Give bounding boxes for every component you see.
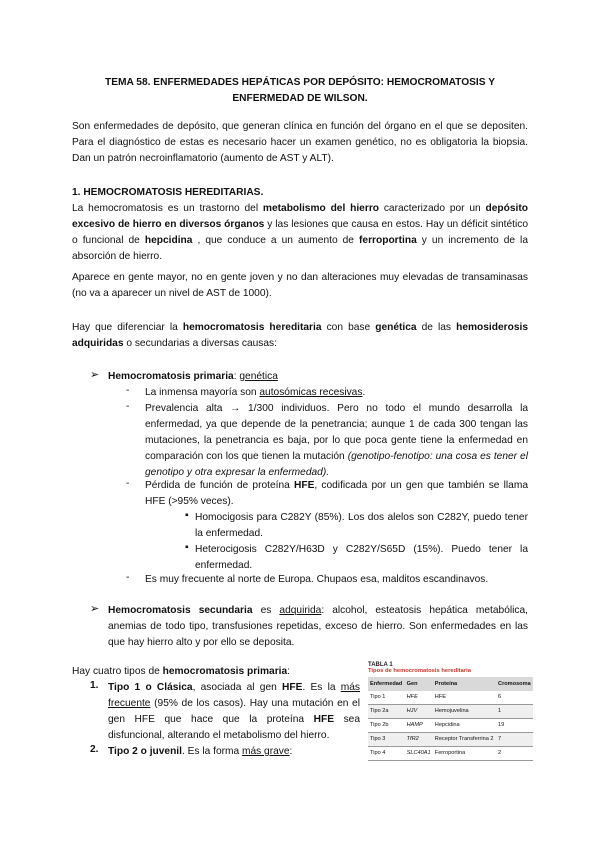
primaria-item-3: Pérdida de función de proteína HFE, codificada por un gen que también se llama HFE (>95% veces). — [145, 480, 528, 508]
table-caption: TABLA 1 — [368, 662, 393, 668]
table-cell: Hepcidina — [433, 719, 496, 733]
table-subtitle: Tipos de hemocromatosis hereditaria — [368, 668, 471, 674]
dash-bullet-icon: - — [126, 385, 130, 396]
primaria-subitem-2: Heterocigosis C282Y/H63D y C282Y/S65D (15%). Puedo tener la enfermedad. — [195, 544, 528, 572]
section-paragraph-1: La hemocromatosis es un trastorno del metabolismo del hierro caracterizado por un depósito excesivo de hierro en diversos órganos y las lesiones que causa en estos. Hay un déficit sintético o funcional de hepcidina , que conduce a un aumento de ferroportina y un incremento de la absorción de hierro. — [72, 203, 528, 263]
list-number-2: 2. — [90, 744, 99, 755]
table-cell: 2 — [496, 747, 533, 761]
table-grid — [368, 677, 533, 761]
tipo-2-paragraph: Tipo 2 o juvenil. Es la forma más grave: — [108, 746, 293, 757]
table-row — [368, 733, 533, 747]
tipo-1-paragraph: Tipo 1 o Clásica, asociada al gen HFE. Es la más frecuente (95% de los casos). Hay una mutación en el gen HFE que hace que la proteína HFE sea disfuncional, alterando el metabolismo del hierro. — [108, 682, 360, 742]
table-row — [368, 719, 533, 733]
section-paragraph-2: Aparece en gente mayor, no en gente joven y no dan alteraciones muy elevadas de transaminasas (no va a aparecer un nivel de AST de 1000). — [72, 272, 528, 300]
table-cell: HFE — [405, 691, 433, 705]
square-bullet-icon: ▪ — [185, 510, 189, 521]
table-cell: Receptor Transferrina 2 — [433, 733, 496, 747]
table-cell: Tipo 4 — [368, 747, 405, 761]
section-paragraph-3: Hay que diferenciar la hemocromatosis hereditaria con base genética de las hemosiderosis adquiridas o secundarias a diversas causas: — [72, 322, 528, 350]
table-cell: Ferroportina — [433, 747, 496, 761]
primaria-item-1: La inmensa mayoría son autosómicas recesivas. — [145, 387, 366, 398]
document-title: TEMA 58. ENFERMEDADES HEPÁTICAS POR DEPÓSITO: HEMOCROMATOSIS Y ENFERMEDAD DE WILSON. — [104, 77, 495, 104]
primaria-item-2: Prevalencia alta → 1/300 individuos. Pero no todo el mundo desarrolla la enfermedad, ya que depende de la penetrancia; aunque 1 de cada 300 tengan las mutaciones, la penetrancia es baja, por lo que poca gente tiene la enfermedad en comparación con los que tienen la mutación (genotipo-fenotipo: una cosa es tener el genotipo y otra expresar la enfermedad). — [145, 403, 528, 479]
table-cell: Tipo 2a — [368, 705, 405, 719]
table-cell: Tipo 3 — [368, 733, 405, 747]
table-cell: Tipo 2b — [368, 719, 405, 733]
secundaria-paragraph: Hemocromatosis secundaria es adquirida: alcohol, esteatosis hepática metabólica, anemias de todo tipo, transfusiones repetidas, exceso de hierro. Son enfermedades en las que hay hierro alto y por ello se deposita. — [108, 605, 528, 649]
table-header-cell: Proteína — [433, 677, 496, 691]
table-cell: 19 — [496, 719, 533, 733]
table-cell: Hemojuvelina — [433, 705, 496, 719]
table-cell: HJV — [405, 705, 433, 719]
list-number-1: 1. — [90, 680, 99, 691]
table-cell: Tipo 1 — [368, 691, 405, 705]
table-cell: 1 — [496, 705, 533, 719]
table-header-row — [368, 677, 533, 691]
square-bullet-icon: ▪ — [185, 542, 189, 553]
table-cell: HFE — [433, 691, 496, 705]
table-cell: SLC40A1 — [405, 747, 433, 761]
intro-paragraph: Son enfermedades de depósito, que generan clínica en función del órgano en el que se depositen. Para el diagnóstico de estas es necesario hacer un examen genético, no es obligatoria la biopsia. Dan un patrón necroinflamatorio (aumento de AST y ALT). — [72, 121, 528, 165]
right-arrowhead-bullet-icon: ➢ — [90, 369, 100, 381]
types-table — [368, 662, 533, 761]
table-row — [368, 691, 533, 705]
table-cell: 7 — [496, 733, 533, 747]
table-row — [368, 705, 533, 719]
right-arrowhead-bullet-icon: ➢ — [90, 603, 100, 615]
primaria-heading: Hemocromatosis primaria: genética — [108, 371, 278, 382]
table-row — [368, 747, 533, 761]
section-heading: 1. HEMOCROMATOSIS HEREDITARIAS. — [72, 187, 264, 198]
dash-bullet-icon: - — [126, 572, 130, 583]
table-header-cell: Gen — [405, 677, 433, 691]
dash-bullet-icon: - — [126, 401, 130, 412]
dash-bullet-icon: - — [126, 478, 130, 489]
primaria-subitem-1: Homocigosis para C282Y (85%). Los dos alelos son C282Y, puedo tener la enfermedad. — [195, 512, 528, 540]
table-cell: HAMP — [405, 719, 433, 733]
primaria-item-4: Es muy frecuente al norte de Europa. Chupaos esa, malditos escandinavos. — [145, 574, 489, 585]
table-cell: 6 — [496, 691, 533, 705]
table-header-cell: Enfermedad — [368, 677, 405, 691]
tipos-intro: Hay cuatro tipos de hemocromatosis primaria: — [72, 666, 291, 677]
table-cell: TfR2 — [405, 733, 433, 747]
table-header-cell: Cromosoma — [496, 677, 533, 691]
